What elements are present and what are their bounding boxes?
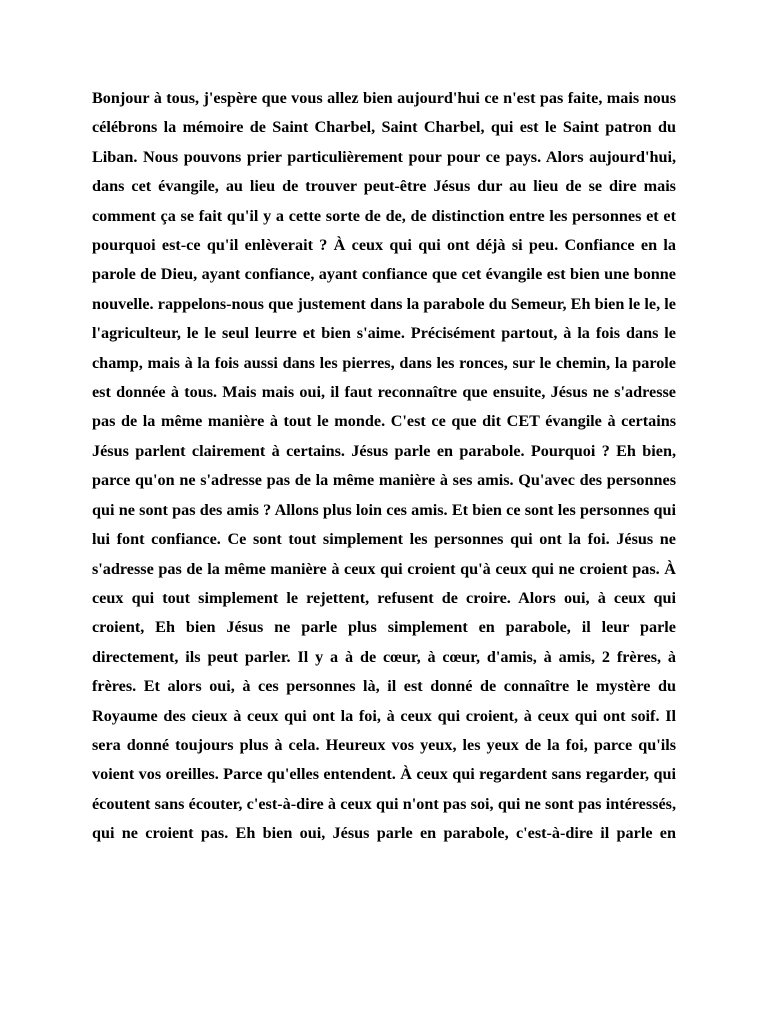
body-paragraph: Bonjour à tous, j'espère que vous allez bien aujourd'hui ce n'est pas faite, mais nous célébrons la mémoire de Saint Charbel, Saint Charbel, qui est le Saint patron du Liban. Nous pouvons prier particulièrement pour pour ce pays. Alors aujourd'hui, dans cet évangile, au lieu de trouver peut-être Jésus dur au lieu de se dire mais comment ça se fait qu'il y a cette sorte de de, de distinction entre les personnes et et pourquoi est-ce qu'il enlèverait ? À ceux qui qui ont déjà si peu. Confiance en la parole de Dieu, ayant confiance, ayant confiance que cet évangile est bien une bonne nouvelle. rappelons-nous que justement dans la parabole du Semeur, Eh bien le le, le l'agriculteur, le le seul leurre et bien s'aime. Précisément partout, à la fois dans le champ, mais à la fois aussi dans les pierres, dans les ronces, sur le chemin, la parole est donnée à tous. Mais mais oui, il faut reconnaître que ensuite, Jésus ne s'adresse pas de la même manière à tout le monde. C'est ce que dit CET évangile à certains Jésus parlent clairement à certains. Jésus parle en parabole. Pourquoi ? Eh bien, parce qu'on ne s'adresse pas de la même manière à ses amis. Qu'avec des personnes qui ne sont pas des amis ? Allons plus loin ces amis. Et bien ce sont les personnes qui lui font confiance. Ce sont tout simplement les personnes qui ont la foi. Jésus ne s'adresse pas de la même manière à ceux qui croient qu'à ceux qui ne croient pas. À ceux qui tout simplement le rejettent, refusent de croire. Alors oui, à ceux qui croient, Eh bien Jésus ne parle plus simplement en parabole, il leur parle directement, ils peut parler. Il y a à de cœur, à cœur, d'amis, à amis, 2 frères, à frères. Et alors oui, à ces personnes là, il est donné de connaître le mystère du Royaume des cieux à ceux qui ont la foi, à ceux qui croient, à ceux qui ont soif. Il sera donné toujours plus à cela. Heureux vos yeux, les yeux de la foi, parce qu'ils voient vos oreilles. Parce qu'elles entendent. À ceux qui regardent sans regarder, qui écoutent sans écouter, c'est-à-dire à ceux qui n'ont pas soi, qui ne sont pas intéressés, qui ne croient pas. Eh bien oui, Jésus parle en parabole, c'est-à-dire il parle en — [92, 89, 676, 843]
